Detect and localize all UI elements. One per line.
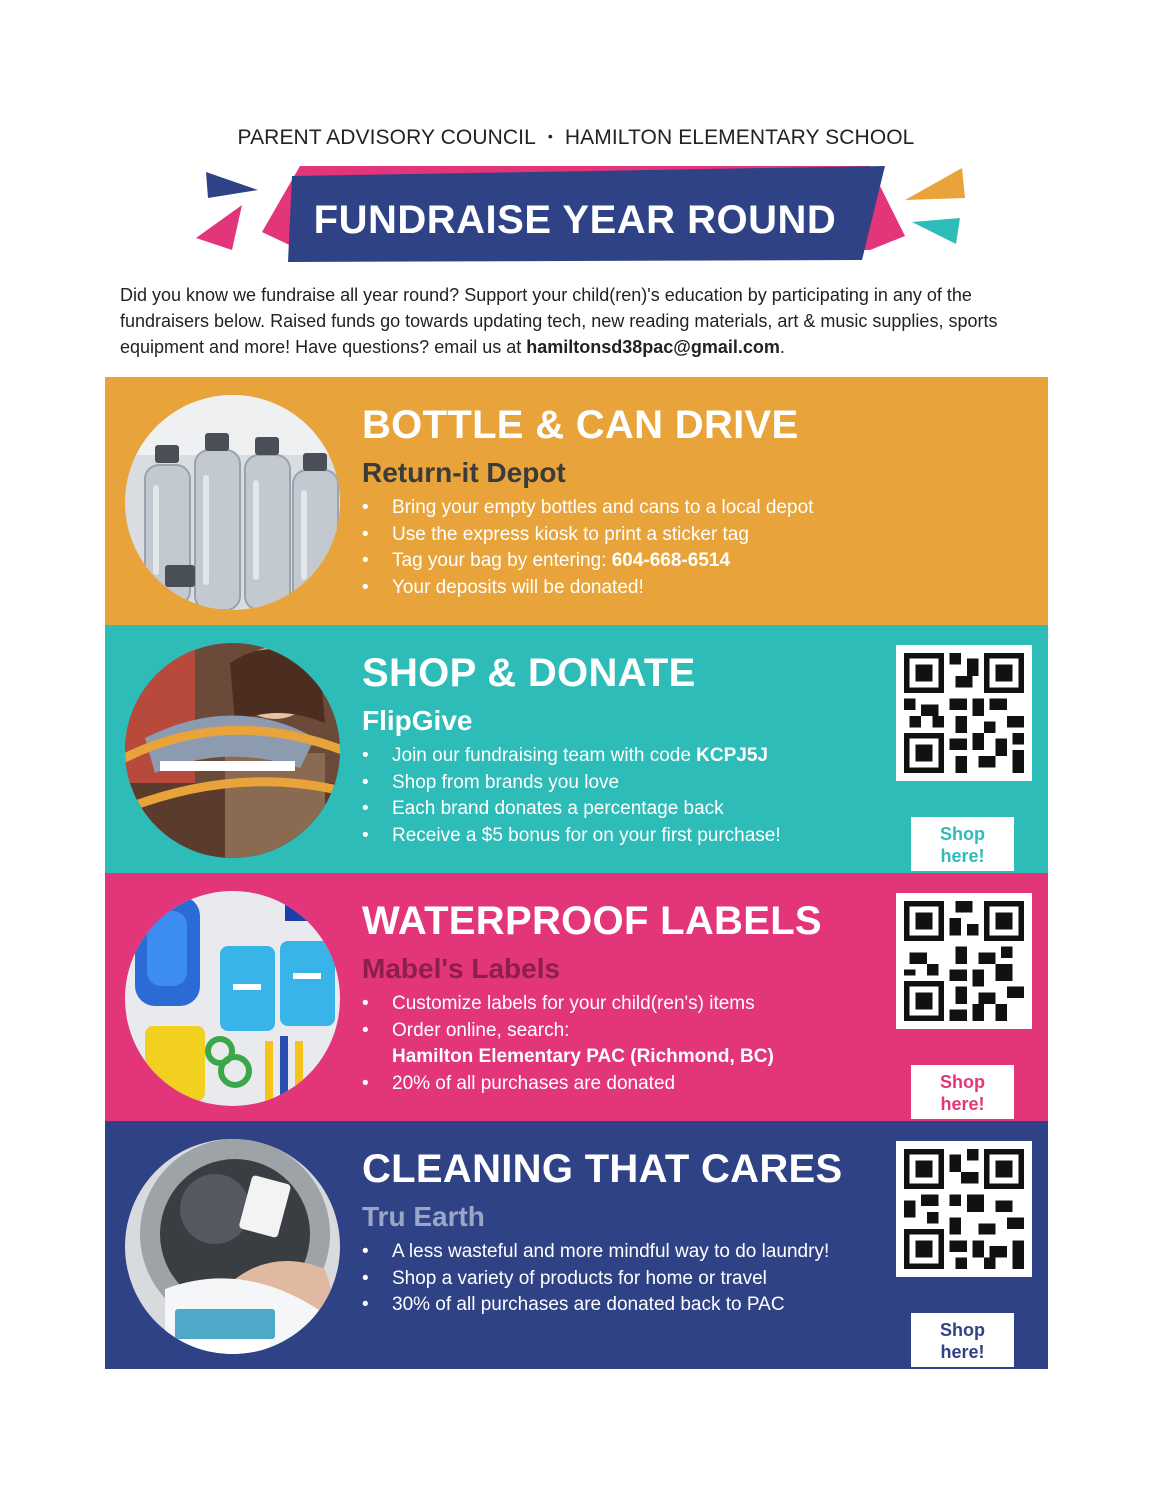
section-waterproof-labels: [105, 873, 1048, 1121]
search-term: Hamilton Elementary PAC (Richmond, BC): [392, 1046, 774, 1067]
bullet-list: [362, 495, 902, 601]
here-label: here!: [940, 846, 985, 866]
intro-text: Did you know we fundraise all year round? Support your child(ren)'s education by participating in any of the fundraisers below. Raised funds go towards updating tech, new reading materials, art & music supplies, sports equipment and more! Have questions? email us at: [120, 285, 998, 357]
title-banner: [0, 160, 1159, 270]
shop-label: Shop: [940, 1072, 985, 1092]
qr-code[interactable]: [896, 1141, 1032, 1277]
bullet-item: • 20% of all purchases are donated: [362, 1071, 902, 1098]
shop-label: Shop: [940, 1320, 985, 1340]
bullet-item: • Your deposits will be donated!: [362, 575, 902, 602]
bullet-item: • Shop a variety of products for home or travel: [362, 1266, 902, 1293]
bullet-item: • 30% of all purchases are donated back to PAC: [362, 1292, 902, 1319]
bullet-text: Join our fundraising team with code: [392, 745, 697, 766]
team-code: KCPJ5J: [696, 745, 768, 766]
section-subtitle: Tru Earth: [362, 1201, 485, 1232]
shopping-photo: [125, 643, 340, 858]
depot-phone: 604-668-6514: [611, 550, 731, 571]
org-header: [0, 126, 1152, 150]
section-title: CLEANING THAT CARES: [362, 1147, 843, 1191]
labels-photo: [125, 891, 340, 1106]
bullet-list: [362, 743, 902, 849]
section-subtitle: Mabel's Labels: [362, 953, 561, 984]
intro-end: .: [779, 337, 785, 357]
bullet-item: • A less wasteful and more mindful way to do laundry!: [362, 1239, 902, 1266]
section-subtitle: FlipGive: [362, 705, 473, 736]
bullet-item: • Order online, search:: [362, 1018, 902, 1045]
qr-code[interactable]: [896, 893, 1032, 1029]
bullet-continuation: [362, 1044, 902, 1071]
section-shop-donate: [105, 625, 1048, 873]
separator-dot: •: [547, 128, 553, 144]
bullet-item: • Bring your empty bottles and cans to a local depot: [362, 495, 902, 522]
qr-code[interactable]: [896, 645, 1032, 781]
bullet-item: • Customize labels for your child(ren's) items: [362, 991, 902, 1018]
section-title: WATERPROOF LABELS: [362, 899, 822, 943]
section-subtitle: Return-it Depot: [362, 457, 566, 488]
section-bottle-can-drive: [105, 377, 1048, 625]
bullet-item: • Each brand donates a percentage back: [362, 796, 902, 823]
shop-here-button[interactable]: [911, 1065, 1014, 1119]
bullet-list: [362, 1239, 902, 1319]
section-title: SHOP & DONATE: [362, 651, 696, 695]
banner-title: FUNDRAISE YEAR ROUND: [313, 198, 837, 242]
laundry-photo: [125, 1139, 340, 1354]
bullet-item: • Use the express kiosk to print a sticker tag: [362, 522, 902, 549]
shop-label: Shop: [940, 824, 985, 844]
bullet-list: [362, 991, 902, 1097]
section-title: BOTTLE & CAN DRIVE: [362, 403, 799, 447]
bullet-text: Tag your bag by entering:: [392, 550, 612, 571]
bottles-photo: [125, 395, 340, 610]
contact-email[interactable]: hamiltonsd38pac@gmail.com: [526, 337, 780, 357]
bullet-item: • Shop from brands you love: [362, 770, 902, 797]
here-label: here!: [940, 1094, 985, 1114]
org-name: PARENT ADVISORY COUNCIL: [237, 126, 536, 149]
section-cleaning-that-cares: [105, 1121, 1048, 1369]
shop-here-button[interactable]: [911, 1313, 1014, 1367]
here-label: here!: [940, 1342, 985, 1362]
intro-paragraph: [120, 282, 1040, 360]
bullet-item: [362, 548, 902, 575]
school-name: HAMILTON ELEMENTARY SCHOOL: [564, 126, 915, 149]
bullet-item: [362, 743, 902, 770]
shop-here-button[interactable]: [911, 817, 1014, 871]
bullet-item: • Receive a $5 bonus for on your first purchase!: [362, 823, 902, 850]
